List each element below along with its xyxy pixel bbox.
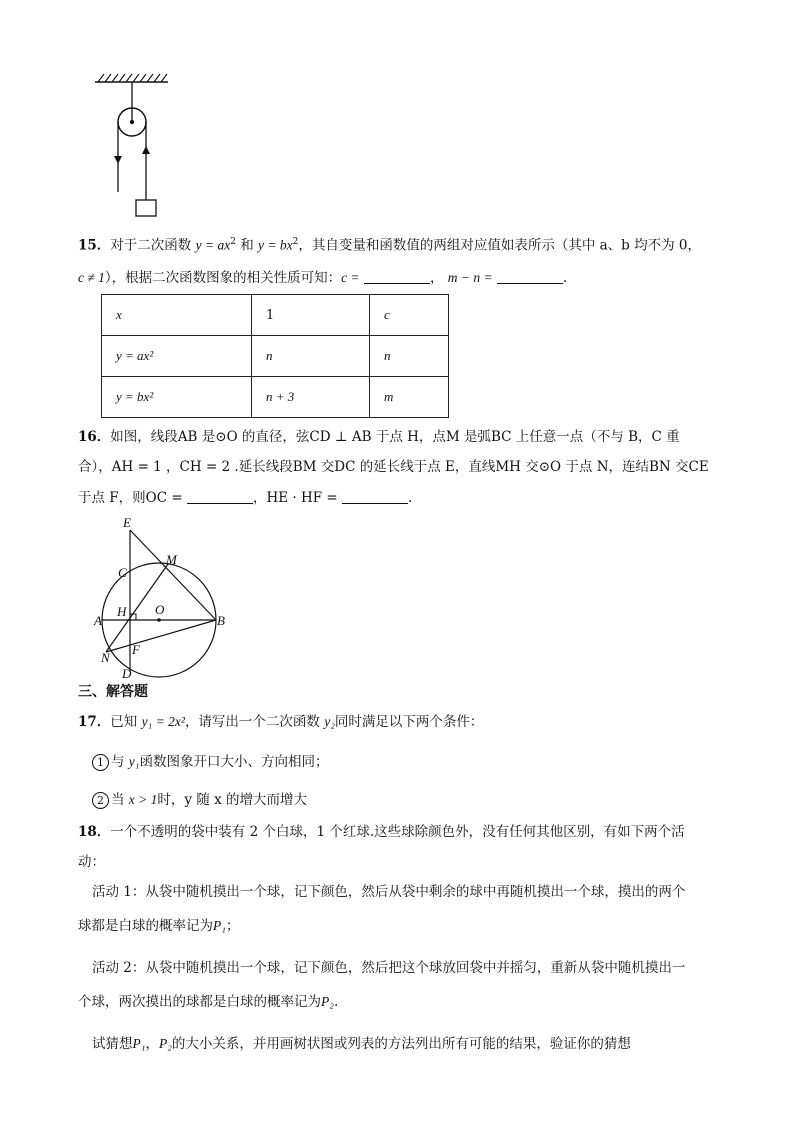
label-o: O [155, 602, 165, 617]
q18-final-line: 试猜想P₁，P₂的大小关系，并用画树状图或列表的方法列出所有可能的结果，验证你的猜想 [92, 1036, 631, 1052]
label-d: D [122, 666, 132, 681]
label-b: B [217, 613, 225, 628]
q17-condition-1: 1 与 y₁函数图象开口大小、方向相同； [92, 752, 328, 772]
label-c: C [118, 565, 127, 580]
q18-activity-1-line-2: 球都是白球的概率记为P₁； [78, 918, 240, 934]
q18-activity-2-line-2: 个球，两次摸出的球都是白球的概率记为P₂. [78, 994, 339, 1010]
q15-line-2: c ≠ 1），根据二次函数图象的相关性质可知：c = ， m − n = . [78, 270, 568, 286]
answer-blank-he-hf[interactable] [342, 489, 408, 504]
value-table [101, 294, 449, 418]
label-e: E [123, 515, 131, 530]
q15-line-1: 15．对于二次函数 $y = ax^2$ 和 $y = bx^2$，其自变量和函数值的两组对应值如表所示（其中 a、b 均不为 0， [78, 237, 701, 254]
table-row: y = bx² n + 3 m [102, 377, 449, 418]
q16-line-3: 于点 F，则OC = ，HE · HF = . [78, 490, 413, 506]
table-row: x 1 c [102, 295, 449, 336]
q18-line-2: 动： [78, 854, 105, 870]
answer-blank-m-minus-n[interactable] [497, 269, 563, 284]
answer-blank-oc[interactable] [187, 489, 253, 504]
q18-line-1: 18．一个不透明的袋中装有 2 个白球，1 个红球.这些球除颜色外，没有任何其他区别，有如下两个活 [78, 824, 685, 840]
label-h: H [117, 604, 127, 619]
q16-line-1: 16．如图，线段AB 是⊙O 的直径，弦CD ⊥ AB 于点 H，点M 是弧BC 上任意一点（不与 B，C 重 [78, 429, 680, 445]
pulley-figure [90, 70, 180, 220]
q18-activity-1-line-1: 活动 1：从袋中随机摸出一个球，记下颜色，然后从袋中剩余的球中再随机摸出一个球，摸出的两个 [92, 884, 686, 900]
section-heading: 三、解答题 [78, 684, 148, 700]
q17-line-1: 17．已知 y₁ = 2x²，请写出一个二次函数 y₂同时满足以下两个条件： [78, 714, 484, 730]
label-n: N [101, 650, 110, 665]
answer-blank-c[interactable] [364, 269, 430, 284]
circle-figure [86, 512, 246, 682]
label-a: A [94, 613, 102, 628]
table-row: y = ax² n n [102, 336, 449, 377]
q17-condition-2: 2 当 x > 1时，y 随 x 的增大而增大 [92, 790, 307, 810]
label-f: F [132, 642, 140, 657]
q18-activity-2-line-1: 活动 2：从袋中随机摸出一个球，记下颜色，然后把这个球放回袋中并摇匀，重新从袋中随机摸出一 [92, 960, 686, 976]
q16-line-2: 合），AH = 1 ，CH = 2 .延长线段BM 交DC 的延长线于点 E，直线MH 交⊙O 于点 N，连结BN 交CE [78, 459, 709, 475]
label-m: M [166, 552, 177, 567]
